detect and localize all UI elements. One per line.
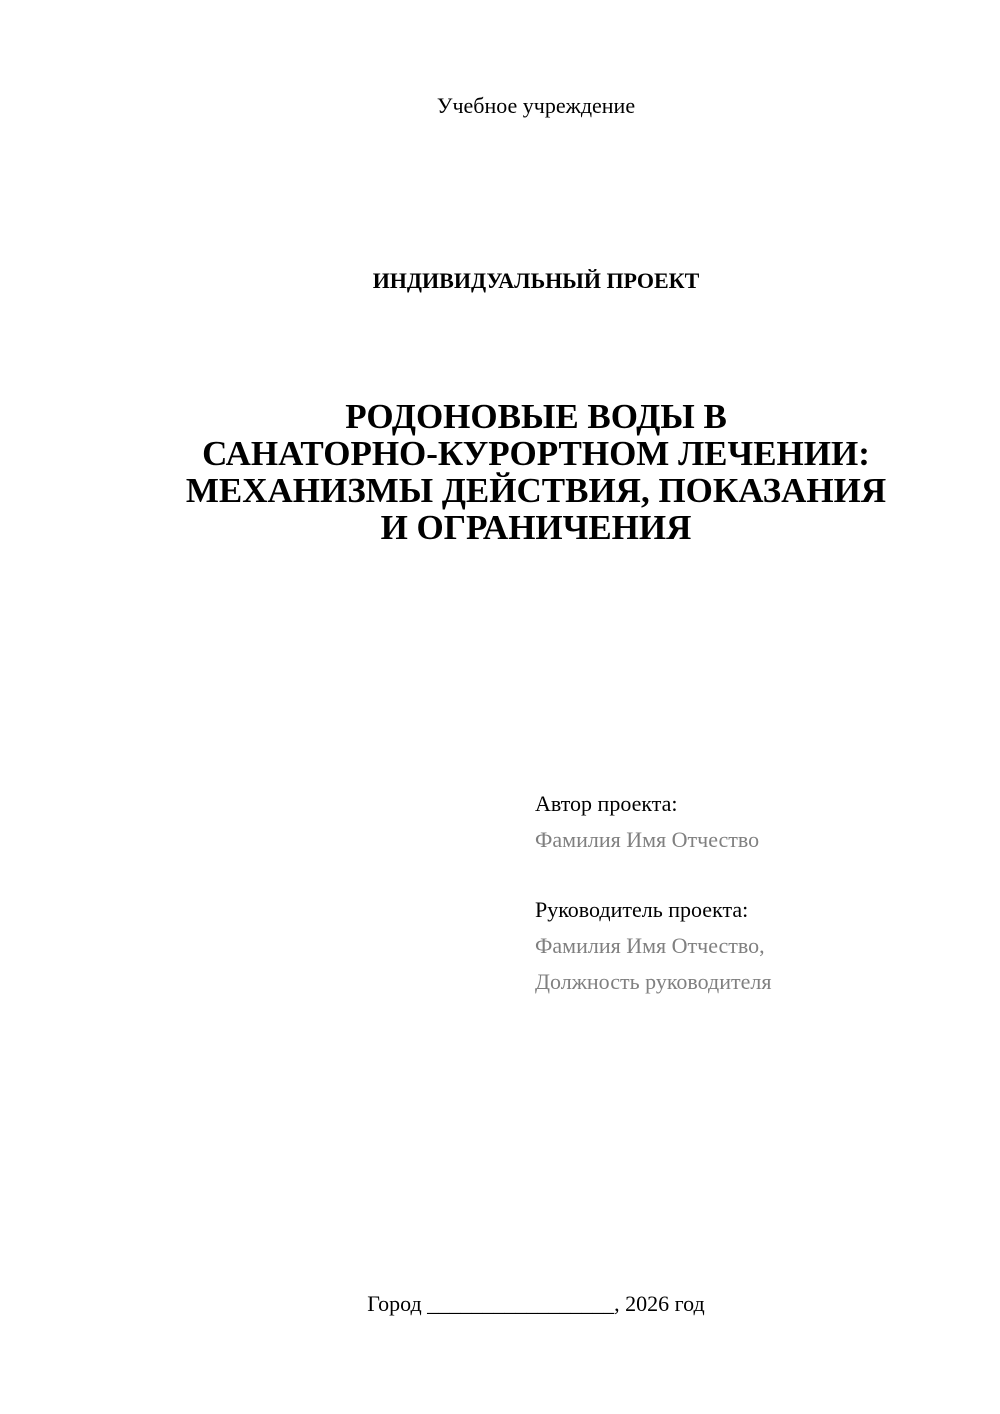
supervisor-position: Должность руководителя	[535, 969, 772, 994]
institution-name: Учебное учреждение	[436, 93, 636, 118]
project-title-line: РОДОНОВЫЕ ВОДЫ В	[345, 397, 727, 436]
project-title-line: САНАТОРНО-КУРОРТНОМ ЛЕЧЕНИИ:	[202, 434, 870, 473]
project-title-line: И ОГРАНИЧЕНИЯ	[380, 508, 692, 547]
supervisor-name: Фамилия Имя Отчество,	[535, 933, 765, 958]
project-title	[120, 398, 952, 546]
author-name: Фамилия Имя Отчество	[535, 827, 760, 852]
project-type-heading: ИНДИВИДУАЛЬНЫЙ ПРОЕКТ	[372, 268, 700, 293]
city-year-line: Город _________________, 2026 год	[367, 1291, 705, 1316]
supervisor-block	[535, 892, 975, 1000]
author-block	[535, 786, 975, 858]
supervisor-label: Руководитель проекта:	[535, 897, 749, 922]
project-title-line: МЕХАНИЗМЫ ДЕЙСТВИЯ, ПОКАЗАНИЯ	[185, 471, 887, 510]
author-label: Автор проекта:	[535, 791, 678, 816]
